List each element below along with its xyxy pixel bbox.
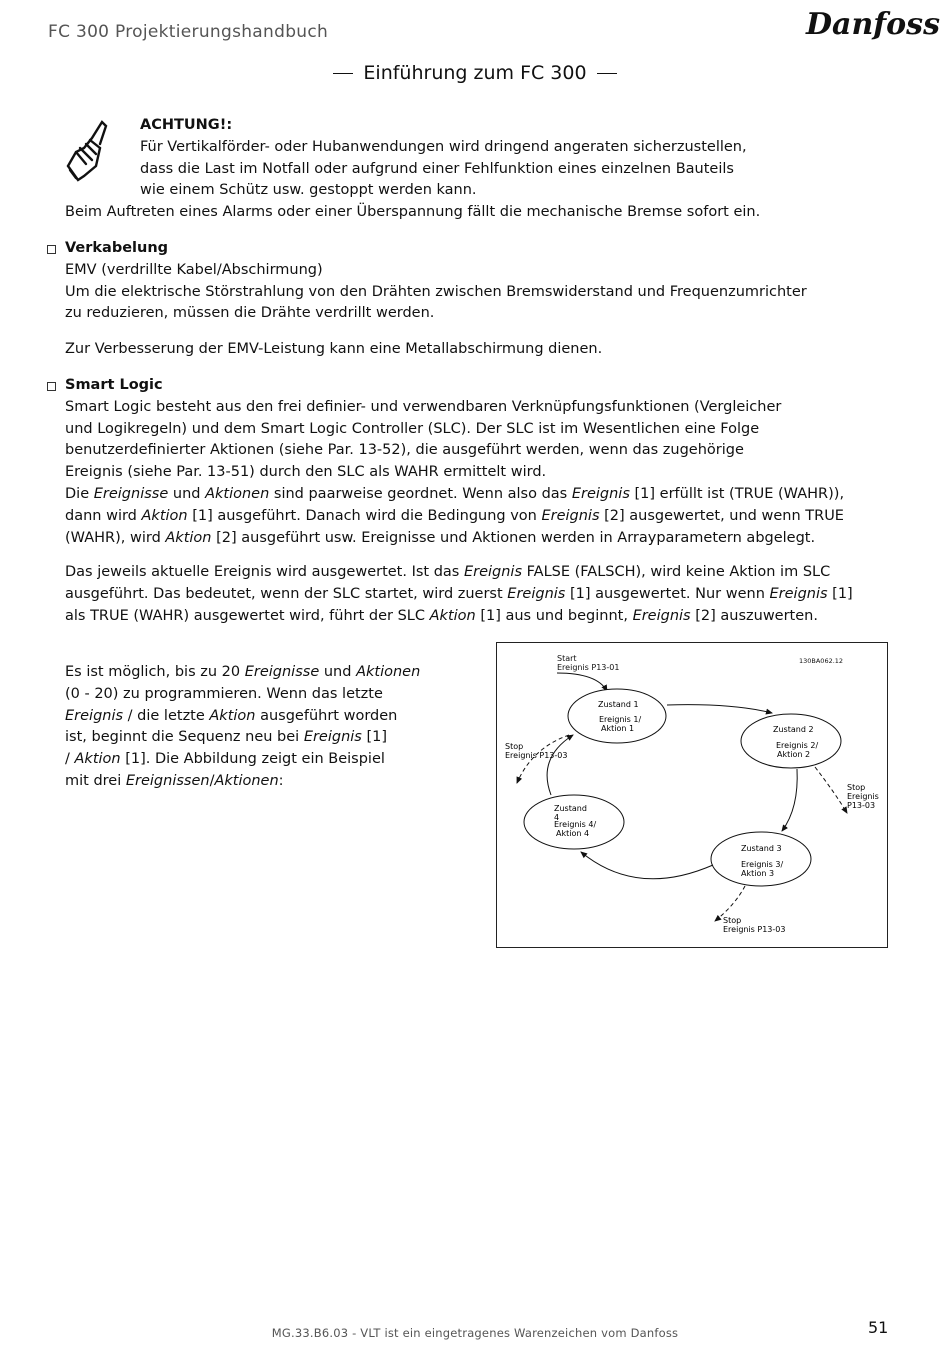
shield-paragraph: Zur Verbesserung der EMV-Leistung kann eine Metallabschirmung dienen. [65,341,603,357]
state-1-event: Ereignis 1/ [599,715,642,724]
smart-logic-line: und Logikregeln) und dem Smart Logic Controller (SLC). Der SLC ist im Wesentlichen eine Folge [65,420,760,437]
bullet-square-icon [47,245,56,254]
smart-logic-line: Die Ereignisse und Aktionen sind paarweise geordnet. Wenn also das Ereignis [1] erfüllt ist (TRUE (WAHR)), [65,485,845,502]
stop-bottom-label: Stop [723,916,742,925]
state-1-title: Zustand 1 [598,700,639,709]
state-4-event: Ereignis 4/ [554,820,597,829]
state-diagram-svg [497,643,887,947]
stop-arrow-right [815,767,847,813]
emphasis-term: Ereignisse [93,485,169,502]
stop-bottom-event: Ereignis P13-03 [723,925,786,934]
example-line: / Aktion [1]. Die Abbildung zeigt ein Beispiel [65,751,385,768]
example-line: Es ist möglich, bis zu 20 Ereignisse und Aktionen [65,664,421,680]
stop-right-event: Ereignis [847,792,879,801]
example-paragraph [65,662,445,793]
state-3-title: Zustand 3 [741,844,782,853]
danfoss-logo [800,2,940,46]
emphasis-term: Aktionen [205,485,270,502]
emphasis-term: Ereignis [303,729,362,746]
state-2-title: Zustand 2 [773,725,814,734]
emphasis-term: Ereignis [632,607,691,624]
wiring-line: Um die elektrische Störstrahlung von den Drähten zwischen Bremswiderstand und Frequenzumrichter [65,283,807,300]
emphasis-term: Aktion [429,607,476,624]
start-label: Start [557,654,577,663]
document-title: FC 300 Projektierungshandbuch [48,22,329,42]
example-line: (0 - 20) zu programmieren. Wenn das letzte [65,685,383,702]
emphasis-term: Ereignis [65,707,124,724]
smart-logic-line: Smart Logic besteht aus den frei definier- und verwendbaren Verknüpfungsfunktionen (Vergleicher [65,398,782,415]
state-3-action: Aktion 3 [741,869,775,878]
wiring-section [65,238,885,325]
section-title: Einführung zum FC 300 [0,62,950,84]
warning-label: ACHTUNG!: [140,117,233,133]
smart-logic-heading: Smart Logic [65,377,163,393]
start-event-label: Ereignis P13-01 [557,663,620,672]
example-line: mit drei Ereignissen/Aktionen: [65,772,284,789]
wiring-line: EMV (verdrillte Kabel/Abschirmung) [65,261,323,278]
smart-logic-line: dann wird Aktion [1] ausgeführt. Danach wird die Bedingung von Ereignis [2] ausgewertet, und wenn TRUE [65,507,844,524]
state-4-title: Zustand [554,804,587,813]
wiring-line: zu reduzieren, müssen die Drähte verdrillt werden. [65,305,435,322]
emphasis-term: Ereignis [507,585,566,602]
stop-right-param: P13-03 [847,801,876,810]
bullet-square-icon [47,382,56,391]
warning-block [140,115,860,202]
footer-text: MG.33.B6.03 - VLT ist ein eingetragenes Warenzeichen vom Danfoss [271,1326,679,1340]
state-2-event: Ereignis 2/ [776,741,819,750]
state-diagram [496,642,888,948]
logo-text: Danfoss [806,7,940,42]
state-4-title-number: 4 [554,813,560,822]
state-4-action: Aktion 4 [556,829,590,838]
start-arrow [557,673,607,691]
state-3-event: Ereignis 3/ [741,860,784,869]
transition-1-2 [667,705,772,713]
diagram-code: 130BA062.12 [799,657,844,665]
warning-hand-icon [62,118,112,184]
emphasis-term: Ereignis [463,564,523,580]
smart-logic-line: benutzerdefinierter Aktionen (siehe Par. 13-52), die ausgeführt werden, wenn das zugehörige [65,442,744,459]
smart-logic-line: Ereignis (siehe Par. 13-51) durch den SLC als WAHR ermittelt wird. [65,464,547,481]
state-2-action: Aktion 2 [777,750,811,759]
stop-right-label: Stop [847,783,866,792]
evaluation-line: Das jeweils aktuelle Ereignis wird ausgewertet. Ist das Ereignis FALSE (FALSCH), wird keine Aktion im SLC [65,564,831,580]
emphasis-term: Ereignis [769,585,828,602]
brake-paragraph: Beim Auftreten eines Alarms oder einer Überspannung fällt die mechanische Bremse sofort ein. [65,204,761,220]
emphasis-term: Aktion [74,751,121,768]
evaluation-paragraph [65,562,900,627]
warning-line: wie einem Schütz usw. gestoppt werden kann. [140,182,477,199]
transition-2-3 [782,769,797,831]
evaluation-line: ausgeführt. Das bedeutet, wenn der SLC startet, wird zuerst Ereignis [1] ausgewertet. Nur wenn Ereignis [1] [65,585,853,602]
evaluation-line: als TRUE (WAHR) ausgewertet wird, führt der SLC Aktion [1] aus und beginnt, Ereignis [2] auszuwerten. [65,607,818,624]
emphasis-term: Aktionen [214,772,279,789]
emphasis-term: Ereignisse [244,664,320,680]
page-number: 51 [868,1318,889,1337]
emphasis-term: Aktion [209,707,256,724]
smart-logic-line: (WAHR), wird Aktion [2] ausgeführt usw. Ereignisse und Aktionen werden in Arrayparametern abgelegt. [65,529,816,546]
smart-logic-section [65,375,900,549]
state-1-action: Aktion 1 [601,724,635,733]
example-line: ist, beginnt die Sequenz neu bei Ereignis [1] [65,729,388,746]
emphasis-term: Aktion [165,529,212,546]
wiring-heading: Verkabelung [65,240,169,256]
emphasis-term: Ereignissen [125,772,210,789]
stop-left-event: Ereignis P13-03 [505,751,568,760]
warning-line: Für Vertikalförder- oder Hubanwendungen wird dringend angeraten sicherzustellen, [140,138,747,155]
warning-line: dass die Last im Notfall oder aufgrund einer Fehlfunktion eines einzelnen Bauteils [140,160,734,177]
example-line: Ereignis / die letzte Aktion ausgeführt worden [65,707,398,724]
transition-4-1 [547,735,573,795]
emphasis-term: Aktionen [356,664,421,680]
emphasis-term: Ereignis [541,507,600,524]
emphasis-term: Ereignis [571,485,630,502]
stop-left-label: Stop [505,742,524,751]
transition-3-4 [581,852,713,879]
emphasis-term: Aktion [141,507,188,524]
